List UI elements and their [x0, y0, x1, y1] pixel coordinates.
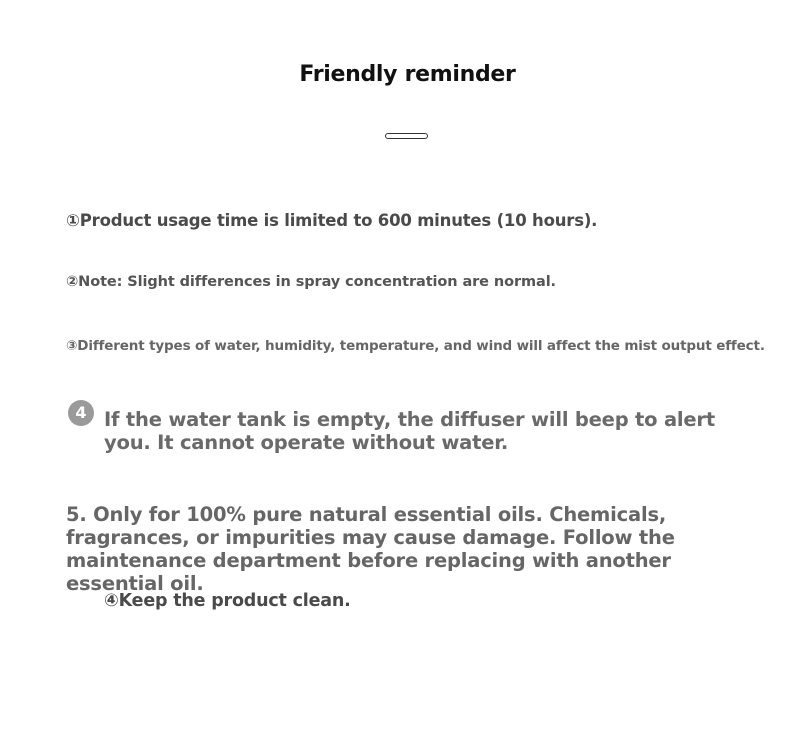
reminder-item-6: ④Keep the product clean. [104, 591, 351, 611]
page-title: Friendly reminder [299, 62, 516, 87]
reminder-item-5: 5. Only for 100% pure natural essential oils. Chemicals, fragrances, or impurities may cause damage. Follow the maintenance department before replacing with another essential oil. [66, 503, 675, 595]
reminder-item-4: If the water tank is empty, the diffuser will beep to alert you. It cannot operate without water. [104, 408, 715, 454]
reminder-item-2: ②Note: Slight differences in spray concentration are normal. [66, 274, 556, 290]
title-divider [385, 133, 428, 139]
reminder-item-3: ③Different types of water, humidity, temperature, and wind will affect the mist output effect. [66, 338, 765, 354]
reminder-item-1: ①Product usage time is limited to 600 minutes (10 hours). [66, 211, 598, 230]
circled-number-4-icon: 4 [68, 400, 94, 426]
